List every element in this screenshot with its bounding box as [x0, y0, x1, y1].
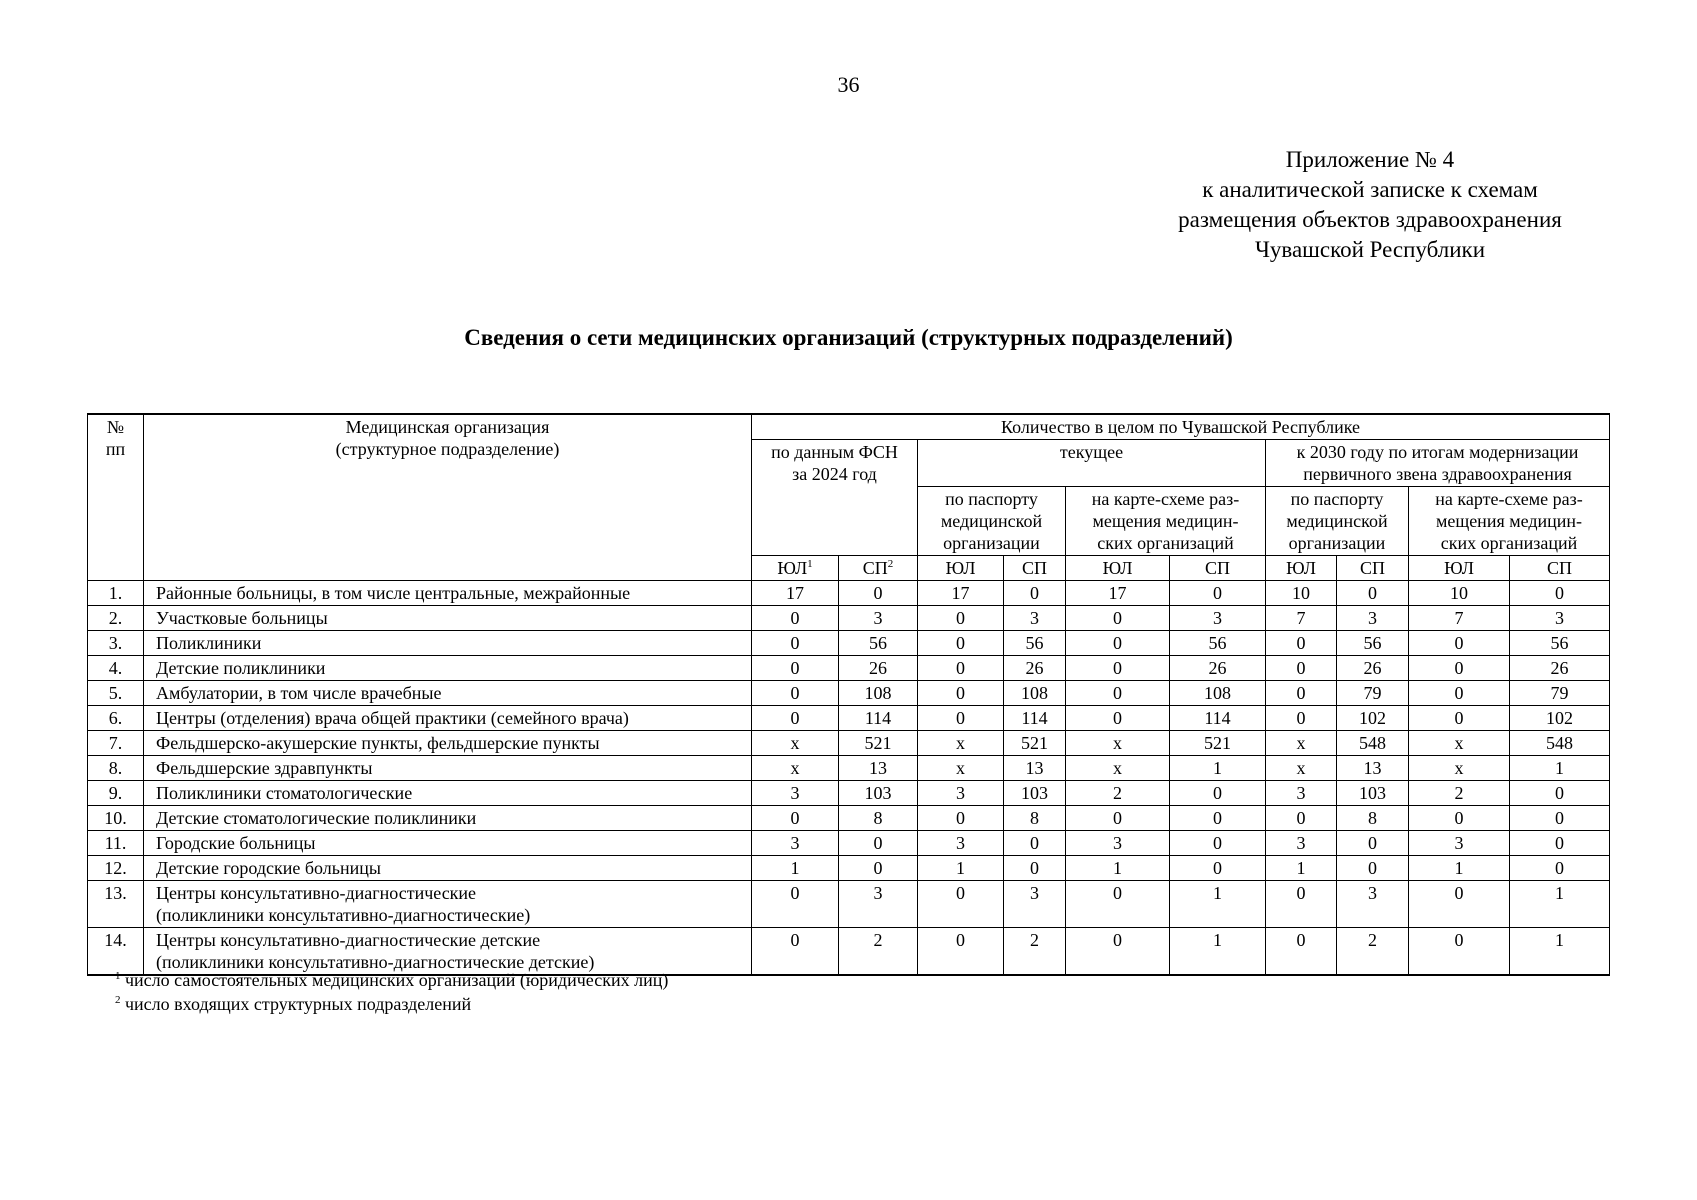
row-number: 9. — [88, 781, 144, 806]
row-value: х — [918, 756, 1004, 781]
row-organization — [144, 581, 752, 606]
row-value: 0 — [1510, 831, 1610, 856]
row-value: 26 — [1170, 656, 1266, 681]
header-sp: СП — [1004, 556, 1066, 581]
row-value: 548 — [1510, 731, 1610, 756]
header-2030-line: первичного звена здравоохранения — [1303, 464, 1572, 484]
row-organization — [144, 856, 752, 881]
row-value: 17 — [752, 581, 839, 606]
row-value: 0 — [1066, 928, 1170, 976]
row-organization-line: Поликлиники — [156, 633, 262, 653]
row-organization — [144, 806, 752, 831]
row-value: 3 — [839, 881, 918, 928]
row-value: 26 — [1337, 656, 1409, 681]
header-ul: ЮЛ — [1409, 556, 1510, 581]
row-value: 1 — [1409, 856, 1510, 881]
appendix-block — [1130, 145, 1610, 265]
table-row — [88, 631, 1610, 656]
row-value: 17 — [1066, 581, 1170, 606]
header-passport-line: организации — [1288, 533, 1386, 553]
row-value: 0 — [1337, 831, 1409, 856]
row-value: 0 — [918, 928, 1004, 976]
row-number: 2. — [88, 606, 144, 631]
row-value: 114 — [839, 706, 918, 731]
row-value: 3 — [1004, 606, 1066, 631]
header-map-current — [1066, 487, 1266, 556]
row-value: 548 — [1337, 731, 1409, 756]
footnote-mark: 2 — [115, 994, 121, 1006]
row-organization — [144, 631, 752, 656]
row-value: 0 — [1266, 656, 1337, 681]
row-value: 0 — [1266, 706, 1337, 731]
header-fsn — [752, 440, 918, 556]
header-sp-text: СП — [862, 558, 888, 578]
row-value: 108 — [1004, 681, 1066, 706]
row-organization — [144, 731, 752, 756]
row-organization — [144, 656, 752, 681]
row-value: 0 — [1510, 581, 1610, 606]
row-organization — [144, 706, 752, 731]
row-organization — [144, 606, 752, 631]
row-value: 3 — [1266, 781, 1337, 806]
row-value: 0 — [752, 606, 839, 631]
row-value: 0 — [1510, 856, 1610, 881]
row-value: 0 — [1066, 681, 1170, 706]
footnote-text: число самостоятельных медицинских организаций (юридических лиц) — [125, 970, 669, 990]
row-value: 3 — [839, 606, 918, 631]
row-organization-line: Фельдшерско-акушерские пункты, фельдшерские пункты — [156, 733, 600, 753]
header-organization — [144, 414, 752, 581]
row-value: 0 — [1170, 806, 1266, 831]
row-organization-line: Поликлиники стоматологические — [156, 783, 413, 803]
row-value: 0 — [918, 706, 1004, 731]
row-number: 12. — [88, 856, 144, 881]
row-value: 0 — [1266, 806, 1337, 831]
row-value: 1 — [1510, 928, 1610, 976]
row-value: х — [918, 731, 1004, 756]
header-2030-line: к 2030 году по итогам модернизации — [1296, 442, 1579, 462]
row-organization-line: Районные больницы, в том числе центральные, межрайонные — [156, 583, 631, 603]
row-value: 0 — [918, 681, 1004, 706]
row-value: 1 — [918, 856, 1004, 881]
row-value: 3 — [1510, 606, 1610, 631]
row-value: 0 — [1409, 706, 1510, 731]
row-value: 102 — [1337, 706, 1409, 731]
row-value: 103 — [839, 781, 918, 806]
row-value: 0 — [1337, 856, 1409, 881]
row-value: 0 — [752, 881, 839, 928]
row-organization-line: Центры консультативно-диагностические — [156, 883, 477, 903]
row-value: 13 — [839, 756, 918, 781]
row-number: 11. — [88, 831, 144, 856]
row-value: 114 — [1004, 706, 1066, 731]
row-organization-line: Участковые больницы — [156, 608, 328, 628]
row-value: 17 — [918, 581, 1004, 606]
row-value: 3 — [918, 781, 1004, 806]
row-value: х — [752, 731, 839, 756]
header-map-line: мещения медицин- — [1092, 511, 1239, 531]
row-value: 102 — [1510, 706, 1610, 731]
table-row — [88, 831, 1610, 856]
row-value: 3 — [1004, 881, 1066, 928]
medical-network-table — [87, 413, 1610, 976]
row-value: 0 — [1170, 581, 1266, 606]
row-value: 10 — [1409, 581, 1510, 606]
row-value: 56 — [839, 631, 918, 656]
page-number: 36 — [837, 72, 860, 97]
row-value: 13 — [1337, 756, 1409, 781]
row-number: 3. — [88, 631, 144, 656]
row-value: 3 — [752, 831, 839, 856]
row-organization-line: Фельдшерские здравпункты — [156, 758, 373, 778]
header-sp: СП — [1510, 556, 1610, 581]
row-value: 1 — [1510, 881, 1610, 928]
row-value: х — [1409, 731, 1510, 756]
row-value: 0 — [1409, 928, 1510, 976]
row-number: 6. — [88, 706, 144, 731]
header-ul: ЮЛ — [1066, 556, 1170, 581]
row-value: 0 — [752, 631, 839, 656]
row-value: 0 — [1510, 781, 1610, 806]
row-value: 0 — [1066, 706, 1170, 731]
row-value: 0 — [918, 881, 1004, 928]
row-organization-line: (поликлиники консультативно-диагностические детские) — [156, 952, 595, 972]
row-value: 0 — [839, 581, 918, 606]
row-value: 8 — [839, 806, 918, 831]
row-organization — [144, 681, 752, 706]
row-organization-line: Центры (отделения) врача общей практики (семейного врача) — [156, 708, 629, 728]
row-value: 103 — [1337, 781, 1409, 806]
row-value: 0 — [839, 831, 918, 856]
row-value: 3 — [1266, 831, 1337, 856]
row-value: 3 — [1409, 831, 1510, 856]
row-value: х — [1066, 756, 1170, 781]
row-value: 0 — [1004, 581, 1066, 606]
header-ul: ЮЛ — [1266, 556, 1337, 581]
table-row — [88, 706, 1610, 731]
row-value: 0 — [918, 631, 1004, 656]
row-value: 1 — [1266, 856, 1337, 881]
row-value: 3 — [1337, 881, 1409, 928]
header-organization-line: (структурное подразделение) — [335, 439, 560, 459]
header-map-line: на карте-схеме раз- — [1091, 489, 1240, 509]
header-ul: ЮЛ — [918, 556, 1004, 581]
row-number: 5. — [88, 681, 144, 706]
appendix-line: Чувашской Республики — [1254, 237, 1486, 262]
row-value: 26 — [1004, 656, 1066, 681]
header-current: текущее — [918, 440, 1266, 487]
row-value: 8 — [1337, 806, 1409, 831]
row-value: 0 — [1337, 581, 1409, 606]
row-value: 7 — [1266, 606, 1337, 631]
row-value: 1 — [1066, 856, 1170, 881]
row-value: х — [1266, 731, 1337, 756]
row-value: 0 — [1409, 631, 1510, 656]
header-map-line: ских организаций — [1440, 533, 1578, 553]
header-sp: СП — [1170, 556, 1266, 581]
document-title: Сведения о сети медицинских организаций (структурных подразделений) — [464, 325, 1233, 350]
header-map-2030 — [1409, 487, 1610, 556]
footnote-ref-2: 2 — [887, 558, 894, 570]
row-value: 26 — [1510, 656, 1610, 681]
footnote-1 — [115, 968, 668, 992]
row-value: 56 — [1004, 631, 1066, 656]
row-number: 10. — [88, 806, 144, 831]
row-value: 0 — [1266, 928, 1337, 976]
row-value: 0 — [1266, 631, 1337, 656]
row-value: х — [1066, 731, 1170, 756]
footnote-mark: 1 — [115, 970, 121, 982]
row-organization — [144, 881, 752, 928]
table-row — [88, 606, 1610, 631]
row-value: 521 — [1170, 731, 1266, 756]
row-value: 1 — [752, 856, 839, 881]
header-sp: СП — [1337, 556, 1409, 581]
row-value: 0 — [1409, 881, 1510, 928]
row-value: 0 — [1066, 806, 1170, 831]
header-passport-current — [918, 487, 1066, 556]
table-row — [88, 856, 1610, 881]
row-number: 8. — [88, 756, 144, 781]
row-value: 10 — [1266, 581, 1337, 606]
header-number-abbr: пп — [105, 439, 126, 459]
table-row — [88, 581, 1610, 606]
row-value: 1 — [1170, 928, 1266, 976]
row-number: 4. — [88, 656, 144, 681]
row-value: 7 — [1409, 606, 1510, 631]
row-value: 1 — [1170, 756, 1266, 781]
row-value: 0 — [1170, 856, 1266, 881]
row-value: 0 — [918, 806, 1004, 831]
row-organization-line: Детские поликлиники — [156, 658, 326, 678]
row-value: 0 — [752, 928, 839, 976]
row-value: 79 — [1337, 681, 1409, 706]
row-value: 0 — [752, 656, 839, 681]
table-row — [88, 656, 1610, 681]
header-passport-line: по паспорту — [945, 489, 1038, 509]
row-value: 56 — [1337, 631, 1409, 656]
row-value: х — [1266, 756, 1337, 781]
header-total: Количество в целом по Чувашской Республике — [752, 414, 1610, 440]
table-row — [88, 731, 1610, 756]
header-passport-line: медицинской — [940, 511, 1043, 531]
row-value: 56 — [1170, 631, 1266, 656]
row-value: 103 — [1004, 781, 1066, 806]
row-value: 0 — [752, 706, 839, 731]
row-value: 0 — [1066, 606, 1170, 631]
row-value: 0 — [918, 656, 1004, 681]
row-organization — [144, 831, 752, 856]
row-value: 1 — [1510, 756, 1610, 781]
row-organization-line: Центры консультативно-диагностические детские — [156, 930, 541, 950]
row-value: 3 — [752, 781, 839, 806]
row-number: 7. — [88, 731, 144, 756]
table-row — [88, 681, 1610, 706]
row-value: 0 — [1266, 681, 1337, 706]
footnote-ref-1: 1 — [807, 558, 813, 570]
row-value: 521 — [1004, 731, 1066, 756]
row-number: 1. — [88, 581, 144, 606]
header-passport-line: организации — [943, 533, 1040, 553]
header-organization-line: Медицинская организация — [345, 417, 550, 437]
row-value: х — [752, 756, 839, 781]
footnotes — [115, 968, 668, 1016]
row-value: 0 — [1170, 781, 1266, 806]
row-value: 2 — [1066, 781, 1170, 806]
header-2030 — [1266, 440, 1610, 487]
row-value: 0 — [752, 806, 839, 831]
table-row — [88, 806, 1610, 831]
row-value: 0 — [918, 606, 1004, 631]
row-value: 0 — [1266, 881, 1337, 928]
row-value: 0 — [1409, 656, 1510, 681]
header-ul-text: ЮЛ — [777, 558, 808, 578]
header-map-line: мещения медицин- — [1435, 511, 1583, 531]
row-value: 2 — [1337, 928, 1409, 976]
row-value: х — [1409, 756, 1510, 781]
table-row — [88, 781, 1610, 806]
row-organization-line: Амбулатории, в том числе врачебные — [156, 683, 442, 703]
appendix-line: к аналитической записке к схемам — [1202, 177, 1538, 202]
row-organization-line: Детские стоматологические поликлиники — [156, 808, 477, 828]
footnote-text: число входящих структурных подразделений — [125, 994, 472, 1014]
row-organization — [144, 756, 752, 781]
row-value: 8 — [1004, 806, 1066, 831]
row-value: 1 — [1170, 881, 1266, 928]
header-ul-fsn — [752, 556, 839, 581]
row-value: 3 — [1337, 606, 1409, 631]
row-value: 0 — [1066, 631, 1170, 656]
row-value: 3 — [918, 831, 1004, 856]
row-value: 521 — [839, 731, 918, 756]
header-fsn-line: по данным ФСН — [771, 442, 898, 462]
row-value: 114 — [1170, 706, 1266, 731]
row-value: 2 — [1004, 928, 1066, 976]
row-value: 108 — [1170, 681, 1266, 706]
row-value: 0 — [1409, 806, 1510, 831]
row-value: 0 — [1066, 656, 1170, 681]
header-number-symbol: № — [106, 417, 125, 437]
row-value: 2 — [839, 928, 918, 976]
row-value: 3 — [1066, 831, 1170, 856]
row-value: 0 — [752, 681, 839, 706]
row-value: 3 — [1170, 606, 1266, 631]
appendix-line: размещения объектов здравоохранения — [1178, 207, 1562, 232]
table-row — [88, 881, 1610, 928]
row-value: 79 — [1510, 681, 1610, 706]
table-row — [88, 756, 1610, 781]
header-passport-line: медицинской — [1286, 511, 1388, 531]
row-value: 0 — [839, 856, 918, 881]
header-fsn-line: за 2024 год — [792, 464, 877, 484]
row-value: 0 — [1409, 681, 1510, 706]
row-number: 14. — [88, 928, 144, 976]
row-value: 0 — [1004, 831, 1066, 856]
row-value: 56 — [1510, 631, 1610, 656]
row-value: 108 — [839, 681, 918, 706]
row-organization — [144, 781, 752, 806]
header-map-line: на карте-схеме раз- — [1435, 489, 1583, 509]
row-organization-line: Детские городские больницы — [156, 858, 381, 878]
row-value: 0 — [1510, 806, 1610, 831]
row-value: 26 — [839, 656, 918, 681]
row-value: 13 — [1004, 756, 1066, 781]
row-organization-line: (поликлиники консультативно-диагностические) — [156, 905, 531, 925]
row-value: 0 — [1170, 831, 1266, 856]
row-value: 2 — [1409, 781, 1510, 806]
header-sp-fsn — [839, 556, 918, 581]
row-organization-line: Городские больницы — [156, 833, 316, 853]
header-passport-2030 — [1266, 487, 1409, 556]
row-number: 13. — [88, 881, 144, 928]
appendix-line: Приложение № 4 — [1285, 147, 1455, 172]
footnote-2 — [115, 992, 668, 1016]
header-map-line: ских организаций — [1097, 533, 1234, 553]
header-number — [88, 414, 144, 581]
table-body — [88, 581, 1610, 976]
row-value: 0 — [1066, 881, 1170, 928]
row-value: 0 — [1004, 856, 1066, 881]
header-passport-line: по паспорту — [1290, 489, 1384, 509]
